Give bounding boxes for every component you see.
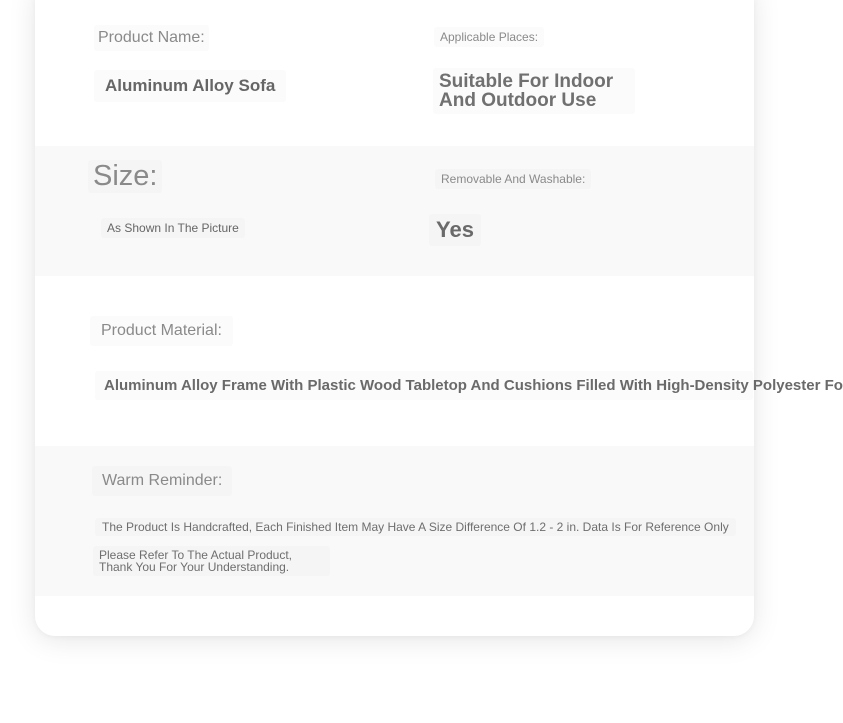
warm-reminder-text-line1: The Product Is Handcrafted, Each Finished Item May Have A Size Difference Of 1.2 - 2 in. Data Is For Reference Only: [95, 518, 736, 536]
product-name-value: Aluminum Alloy Sofa: [94, 70, 286, 102]
product-spec-card: [35, 0, 843, 636]
size-value: As Shown In The Picture: [101, 218, 245, 238]
removable-washable-value: Yes: [429, 214, 481, 246]
spec-section-warm-reminder: [35, 446, 754, 596]
spec-section-name-places: [35, 0, 754, 146]
spec-section-size-washable: [35, 146, 754, 276]
spec-section-material: [35, 276, 843, 446]
product-material-label: Product Material:: [90, 316, 233, 346]
size-label: Size:: [88, 160, 162, 193]
product-name-label: Product Name:: [94, 25, 209, 51]
applicable-places-value: Suitable For Indoor And Outdoor Use: [433, 68, 635, 114]
warm-reminder-text-line2: Please Refer To The Actual Product, Thank You For Your Understanding.: [93, 546, 330, 576]
warm-reminder-label: Warm Reminder:: [92, 466, 232, 496]
applicable-places-label: Applicable Places:: [434, 27, 544, 47]
product-material-value: Aluminum Alloy Frame With Plastic Wood Tabletop And Cushions Filled With High-Density Polyester Fo: [95, 371, 753, 400]
removable-washable-label: Removable And Washable:: [435, 169, 591, 189]
